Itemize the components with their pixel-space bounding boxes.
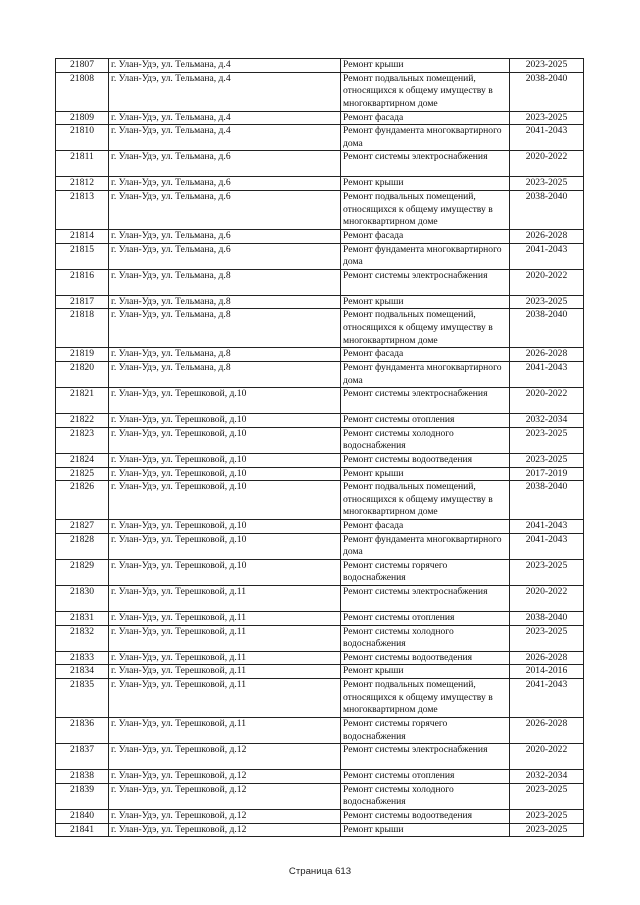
- table-row: [56, 625, 584, 651]
- row-work-type: Ремонт подвальных помещений, относящихся к общему имуществу в многоквартирном доме: [341, 309, 510, 348]
- row-period: 2023-2025: [510, 625, 584, 651]
- row-number: 21832: [56, 625, 109, 651]
- row-number: 21841: [56, 823, 109, 837]
- row-period: 2026-2028: [510, 718, 584, 744]
- row-address: г. Улан-Удэ, ул. Терешковой, д.12: [109, 744, 341, 770]
- row-address: г. Улан-Удэ, ул. Тельмана, д.6: [109, 151, 341, 177]
- row-period: 2026-2028: [510, 651, 584, 665]
- row-address: г. Улан-Удэ, ул. Терешковой, д.10: [109, 388, 341, 414]
- row-work-type: Ремонт фасада: [341, 348, 510, 362]
- row-address: г. Улан-Удэ, ул. Терешковой, д.10: [109, 414, 341, 428]
- row-address: г. Улан-Удэ, ул. Терешковой, д.11: [109, 612, 341, 626]
- table-row: [56, 520, 584, 534]
- row-period: 2038-2040: [510, 190, 584, 229]
- row-number: 21835: [56, 679, 109, 718]
- row-work-type: Ремонт фундамента многоквартирного дома: [341, 243, 510, 269]
- row-period: 2038-2040: [510, 612, 584, 626]
- row-work-type: Ремонт подвальных помещений, относящихся к общему имуществу в многоквартирном доме: [341, 72, 510, 111]
- row-number: 21829: [56, 559, 109, 585]
- row-work-type: Ремонт крыши: [341, 823, 510, 837]
- table-row: [56, 72, 584, 111]
- table-row: [56, 59, 584, 73]
- row-address: г. Улан-Удэ, ул. Тельмана, д.6: [109, 177, 341, 191]
- row-period: 2020-2022: [510, 586, 584, 612]
- row-address: г. Улан-Удэ, ул. Тельмана, д.6: [109, 190, 341, 229]
- row-number: 21814: [56, 229, 109, 243]
- row-address: г. Улан-Удэ, ул. Терешковой, д.12: [109, 783, 341, 809]
- row-address: г. Улан-Удэ, ул. Терешковой, д.10: [109, 453, 341, 467]
- row-number: 21838: [56, 770, 109, 784]
- row-work-type: Ремонт крыши: [341, 295, 510, 309]
- row-number: 21816: [56, 269, 109, 295]
- row-number: 21811: [56, 151, 109, 177]
- row-period: 2014-2016: [510, 665, 584, 679]
- table-row: [56, 427, 584, 453]
- row-number: 21820: [56, 361, 109, 387]
- table-row: [56, 718, 584, 744]
- row-period: 2032-2034: [510, 414, 584, 428]
- row-address: г. Улан-Удэ, ул. Терешковой, д.11: [109, 665, 341, 679]
- row-address: г. Улан-Удэ, ул. Тельмана, д.8: [109, 348, 341, 362]
- row-number: 21821: [56, 388, 109, 414]
- row-period: 2041-2043: [510, 361, 584, 387]
- table-row: [56, 348, 584, 362]
- row-number: 21817: [56, 295, 109, 309]
- row-number: 21840: [56, 810, 109, 824]
- table-row: [56, 151, 584, 177]
- row-number: 21808: [56, 72, 109, 111]
- row-number: 21836: [56, 718, 109, 744]
- row-address: г. Улан-Удэ, ул. Терешковой, д.12: [109, 770, 341, 784]
- row-number: 21807: [56, 59, 109, 73]
- table-row: [56, 388, 584, 414]
- row-number: 21833: [56, 651, 109, 665]
- table-row: [56, 309, 584, 348]
- row-period: 2023-2025: [510, 559, 584, 585]
- row-address: г. Улан-Удэ, ул. Терешковой, д.11: [109, 651, 341, 665]
- table-row: [56, 125, 584, 151]
- row-number: 21828: [56, 533, 109, 559]
- row-address: г. Улан-Удэ, ул. Тельмана, д.4: [109, 125, 341, 151]
- row-work-type: Ремонт системы водоотведения: [341, 453, 510, 467]
- row-period: 2041-2043: [510, 679, 584, 718]
- row-number: 21831: [56, 612, 109, 626]
- row-work-type: Ремонт подвальных помещений, относящихся к общему имуществу в многоквартирном доме: [341, 679, 510, 718]
- row-work-type: Ремонт системы электроснабжения: [341, 586, 510, 612]
- row-work-type: Ремонт системы холодного водоснабжения: [341, 625, 510, 651]
- table-row: [56, 770, 584, 784]
- row-number: 21815: [56, 243, 109, 269]
- row-work-type: Ремонт крыши: [341, 59, 510, 73]
- row-work-type: Ремонт фундамента многоквартирного дома: [341, 125, 510, 151]
- row-address: г. Улан-Удэ, ул. Терешковой, д.11: [109, 718, 341, 744]
- row-address: г. Улан-Удэ, ул. Тельмана, д.4: [109, 72, 341, 111]
- row-work-type: Ремонт крыши: [341, 467, 510, 481]
- row-period: 2023-2025: [510, 783, 584, 809]
- row-period: 2023-2025: [510, 177, 584, 191]
- row-work-type: Ремонт системы электроснабжения: [341, 151, 510, 177]
- row-work-type: Ремонт системы отопления: [341, 414, 510, 428]
- table-row: [56, 823, 584, 837]
- row-work-type: Ремонт фасада: [341, 111, 510, 125]
- row-period: 2026-2028: [510, 348, 584, 362]
- row-period: 2020-2022: [510, 388, 584, 414]
- row-address: г. Улан-Удэ, ул. Тельмана, д.6: [109, 229, 341, 243]
- row-work-type: Ремонт подвальных помещений, относящихся к общему имуществу в многоквартирном доме: [341, 481, 510, 520]
- row-work-type: Ремонт фундамента многоквартирного дома: [341, 361, 510, 387]
- row-address: г. Улан-Удэ, ул. Терешковой, д.10: [109, 520, 341, 534]
- row-address: г. Улан-Удэ, ул. Терешковой, д.10: [109, 559, 341, 585]
- table-row: [56, 679, 584, 718]
- row-period: 2023-2025: [510, 453, 584, 467]
- table-row: [56, 269, 584, 295]
- row-number: 21812: [56, 177, 109, 191]
- row-work-type: Ремонт фундамента многоквартирного дома: [341, 533, 510, 559]
- row-work-type: Ремонт системы холодного водоснабжения: [341, 783, 510, 809]
- row-work-type: Ремонт системы электроснабжения: [341, 388, 510, 414]
- table-row: [56, 177, 584, 191]
- table-row: [56, 453, 584, 467]
- row-number: 21824: [56, 453, 109, 467]
- row-address: г. Улан-Удэ, ул. Терешковой, д.12: [109, 810, 341, 824]
- table-row: [56, 586, 584, 612]
- row-number: 21839: [56, 783, 109, 809]
- row-address: г. Улан-Удэ, ул. Тельмана, д.4: [109, 59, 341, 73]
- row-period: 2038-2040: [510, 481, 584, 520]
- row-address: г. Улан-Удэ, ул. Терешковой, д.11: [109, 679, 341, 718]
- row-address: г. Улан-Удэ, ул. Терешковой, д.11: [109, 586, 341, 612]
- row-period: 2023-2025: [510, 810, 584, 824]
- row-address: г. Улан-Удэ, ул. Терешковой, д.12: [109, 823, 341, 837]
- row-period: 2020-2022: [510, 151, 584, 177]
- row-work-type: Ремонт системы электроснабжения: [341, 744, 510, 770]
- row-work-type: Ремонт системы отопления: [341, 770, 510, 784]
- row-work-type: Ремонт системы электроснабжения: [341, 269, 510, 295]
- table-row: [56, 651, 584, 665]
- page-number: Страница 613: [288, 866, 352, 877]
- repair-schedule-table: [55, 58, 584, 837]
- row-number: 21809: [56, 111, 109, 125]
- table-row: [56, 783, 584, 809]
- row-address: г. Улан-Удэ, ул. Тельмана, д.4: [109, 111, 341, 125]
- row-work-type: Ремонт системы горячего водоснабжения: [341, 559, 510, 585]
- row-work-type: Ремонт системы отопления: [341, 612, 510, 626]
- row-address: г. Улан-Удэ, ул. Терешковой, д.10: [109, 481, 341, 520]
- row-number: 21819: [56, 348, 109, 362]
- row-period: 2023-2025: [510, 59, 584, 73]
- row-address: г. Улан-Удэ, ул. Терешковой, д.10: [109, 467, 341, 481]
- row-period: 2032-2034: [510, 770, 584, 784]
- row-period: 2038-2040: [510, 72, 584, 111]
- row-number: 21813: [56, 190, 109, 229]
- row-number: 21830: [56, 586, 109, 612]
- row-period: 2041-2043: [510, 125, 584, 151]
- row-work-type: Ремонт крыши: [341, 665, 510, 679]
- row-address: г. Улан-Удэ, ул. Тельмана, д.6: [109, 243, 341, 269]
- row-address: г. Улан-Удэ, ул. Терешковой, д.10: [109, 533, 341, 559]
- row-period: 2038-2040: [510, 309, 584, 348]
- table-row: [56, 229, 584, 243]
- row-period: 2041-2043: [510, 520, 584, 534]
- row-work-type: Ремонт системы холодного водоснабжения: [341, 427, 510, 453]
- row-work-type: Ремонт системы водоотведения: [341, 651, 510, 665]
- row-period: 2020-2022: [510, 269, 584, 295]
- row-period: 2020-2022: [510, 744, 584, 770]
- row-number: 21834: [56, 665, 109, 679]
- row-address: г. Улан-Удэ, ул. Терешковой, д.11: [109, 625, 341, 651]
- row-number: 21822: [56, 414, 109, 428]
- table-row: [56, 612, 584, 626]
- row-number: 21827: [56, 520, 109, 534]
- row-period: 2023-2025: [510, 111, 584, 125]
- row-work-type: Ремонт фасада: [341, 229, 510, 243]
- row-period: 2023-2025: [510, 427, 584, 453]
- row-work-type: Ремонт подвальных помещений, относящихся к общему имуществу в многоквартирном доме: [341, 190, 510, 229]
- row-number: 21818: [56, 309, 109, 348]
- row-number: 21810: [56, 125, 109, 151]
- row-work-type: Ремонт системы горячего водоснабжения: [341, 718, 510, 744]
- row-period: 2041-2043: [510, 243, 584, 269]
- row-address: г. Улан-Удэ, ул. Терешковой, д.10: [109, 427, 341, 453]
- row-period: 2023-2025: [510, 295, 584, 309]
- row-work-type: Ремонт крыши: [341, 177, 510, 191]
- table-row: [56, 533, 584, 559]
- table-row: [56, 467, 584, 481]
- row-period: 2041-2043: [510, 533, 584, 559]
- row-address: г. Улан-Удэ, ул. Тельмана, д.8: [109, 295, 341, 309]
- table-row: [56, 111, 584, 125]
- row-work-type: Ремонт системы водоотведения: [341, 810, 510, 824]
- table-row: [56, 243, 584, 269]
- row-number: 21823: [56, 427, 109, 453]
- table-row: [56, 559, 584, 585]
- row-address: г. Улан-Удэ, ул. Тельмана, д.8: [109, 361, 341, 387]
- row-address: г. Улан-Удэ, ул. Тельмана, д.8: [109, 269, 341, 295]
- row-address: г. Улан-Удэ, ул. Тельмана, д.8: [109, 309, 341, 348]
- table-row: [56, 361, 584, 387]
- row-period: 2026-2028: [510, 229, 584, 243]
- row-period: 2023-2025: [510, 823, 584, 837]
- table-row: [56, 665, 584, 679]
- table-row: [56, 481, 584, 520]
- row-period: 2017-2019: [510, 467, 584, 481]
- table-row: [56, 190, 584, 229]
- row-number: 21826: [56, 481, 109, 520]
- table-row: [56, 295, 584, 309]
- table-row: [56, 414, 584, 428]
- row-number: 21837: [56, 744, 109, 770]
- row-number: 21825: [56, 467, 109, 481]
- table-row: [56, 744, 584, 770]
- table-row: [56, 810, 584, 824]
- row-work-type: Ремонт фасада: [341, 520, 510, 534]
- table-body: [56, 59, 584, 837]
